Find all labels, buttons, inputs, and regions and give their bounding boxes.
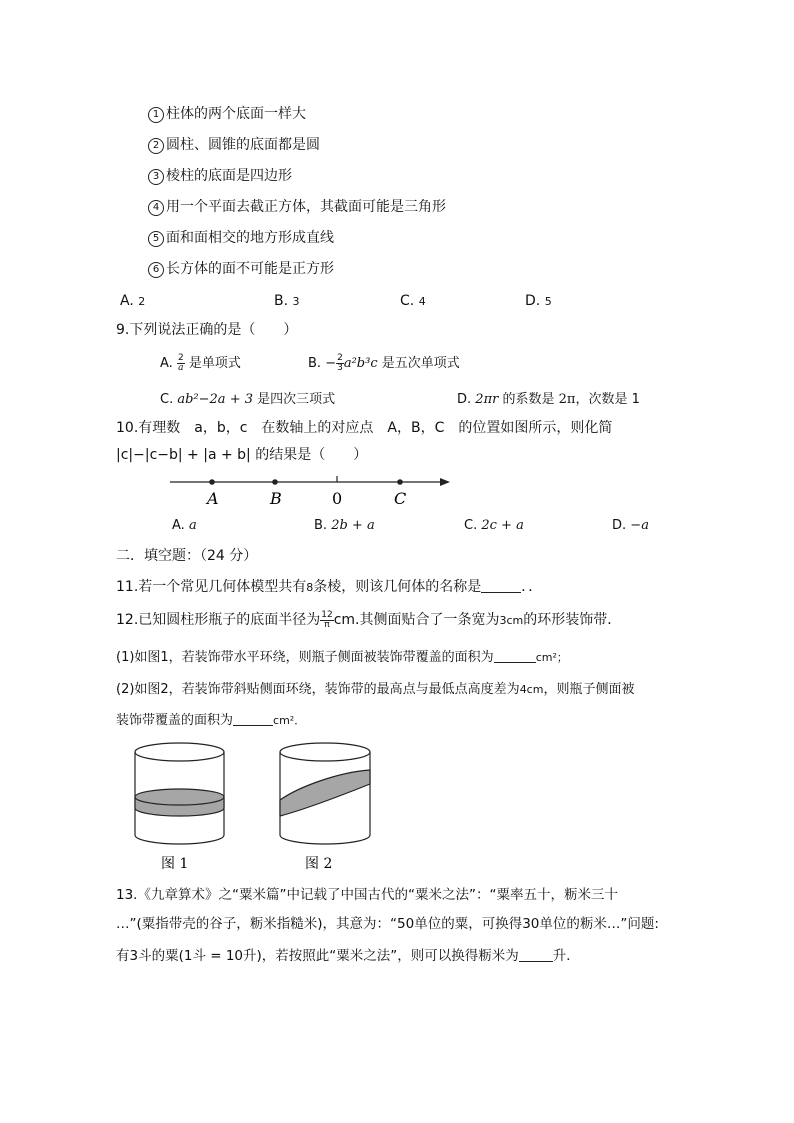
answer-blank[interactable] — [233, 711, 273, 726]
cylinder-figures — [125, 740, 385, 875]
option-label: B. — [308, 356, 322, 371]
q9-stem: 9.下列说法正确的是（ ） — [116, 322, 298, 338]
point-b-dot — [272, 479, 278, 485]
q10-option-d — [612, 516, 649, 536]
q12-sub1 — [116, 648, 568, 668]
answer-blank[interactable] — [481, 578, 521, 593]
option-label: B. — [314, 518, 328, 533]
q12-width-value: 3cm — [499, 614, 524, 627]
point-c-dot — [397, 479, 403, 485]
q8-item-2 — [148, 135, 320, 155]
label-a: A — [207, 489, 219, 508]
q9-option-d — [457, 390, 640, 410]
option-value: 5 — [544, 295, 552, 308]
math-expression: 1 — [631, 392, 640, 407]
arrow-head — [440, 478, 450, 486]
q10-stem-line1: 10.有理数 a，b，c 在数轴上的对应点 A，B，C 的位置如图所示，则化简 — [116, 420, 613, 436]
fraction-denominator: π — [324, 619, 330, 630]
q12-text-mid: cm.其侧面贴合了一条宽为 — [333, 612, 500, 628]
q10-stem-line2: |c|−|c−b| + |a + b| 的结果是（ ） — [116, 447, 368, 463]
q8-item-text: 棱柱的底面是四边形 — [166, 168, 292, 184]
q11-text-pre: 11.若一个常见几何体模型共有 — [116, 579, 307, 595]
answer-blank[interactable] — [494, 648, 536, 663]
option-label: C. — [464, 518, 478, 533]
q13-text-pre: 有3斗的粟(1斗 = 10升)，若按照此“粟米之法”，则可以换得粝米为 — [116, 948, 519, 964]
q11-number: 8 — [306, 581, 314, 594]
figure-1-cylinder — [135, 743, 224, 844]
q13-line2: …”(粟指带壳的谷子，粝米指糙米)，其意为：“50单位的粟，可换得30单位的粝米…”问题: — [116, 916, 659, 932]
option-label: C. — [160, 392, 174, 407]
q10-option-c — [464, 516, 524, 536]
fraction — [320, 611, 333, 630]
math-expression: a — [188, 518, 197, 533]
option-text: 的系数是 — [502, 392, 555, 407]
q12-sub2-text-post: ，则瓶子侧面被 — [543, 682, 635, 697]
circled-number: 4 — [148, 200, 164, 216]
option-label: C. — [400, 293, 415, 309]
label-c: C — [394, 489, 407, 508]
q12-sub2-text: (2)如图2，若装饰带斜贴侧面环绕，装饰带的最高点与最低点高度差为 — [116, 682, 520, 697]
q12-sub2-unit: cm²． — [273, 714, 306, 727]
q12-sub1-unit: cm²； — [535, 651, 568, 664]
circled-number: 5 — [148, 231, 164, 247]
figure-2-caption: 图 2 — [305, 856, 333, 872]
q8-item-text: 柱体的两个底面一样大 — [166, 106, 306, 122]
option-label: D. — [525, 293, 541, 309]
circled-number: 6 — [148, 262, 164, 278]
q8-item-5 — [148, 228, 334, 248]
math-expression: 2π — [558, 392, 576, 407]
option-label: A. — [160, 356, 173, 371]
fraction-numerator: 12 — [321, 609, 333, 620]
q12-sub1-text: (1)如图1，若装饰带水平环绕，则瓶子侧面被装饰带覆盖的面积为 — [116, 650, 494, 665]
math-expression: 2c + a — [481, 518, 524, 533]
q13-text-post: 升． — [552, 948, 580, 964]
q8-option-a — [120, 291, 145, 312]
q8-item-4 — [148, 197, 446, 217]
fraction — [336, 354, 344, 373]
q8-item-text: 面和面相交的地方形成直线 — [166, 230, 334, 246]
figure-2-cylinder — [280, 743, 370, 844]
figure-1-caption: 图 1 — [161, 856, 189, 872]
q11: 11.若一个常见几何体模型共有8条棱，则该几何体的名称是 ．． — [116, 579, 543, 595]
label-zero: 0 — [332, 489, 343, 508]
fraction-denominator: 3 — [337, 363, 343, 373]
q9-option-a — [160, 354, 241, 374]
option-label: D. — [612, 518, 627, 533]
q10-option-a — [172, 516, 197, 536]
q12-text-pre: 12.已知圆柱形瓶子的底面半径为 — [116, 612, 321, 628]
q12-sub2-line1 — [116, 680, 634, 700]
circled-number: 2 — [148, 138, 164, 154]
option-label: D. — [457, 392, 472, 407]
circled-number: 1 — [148, 107, 164, 123]
option-label: A. — [172, 518, 185, 533]
q8-option-b — [274, 291, 300, 312]
q12-text-post: 的环形装饰带． — [523, 612, 622, 628]
q10-option-b — [314, 516, 375, 536]
q11-text-post: 条棱，则该几何体的名称是 — [313, 579, 482, 595]
option-label: B. — [274, 293, 289, 309]
q12-sub2-height: 4cm — [519, 683, 544, 696]
option-value: 3 — [292, 295, 300, 308]
q8-option-d — [525, 291, 552, 312]
q9-option-c — [160, 390, 335, 410]
circled-number: 3 — [148, 169, 164, 185]
q8-item-text: 圆柱、圆锥的底面都是圆 — [166, 137, 320, 153]
option-value: 2 — [138, 295, 146, 308]
fraction-denominator: a — [178, 363, 184, 373]
q11-text-end: ． — [521, 579, 529, 595]
minus-sign: − — [325, 356, 337, 371]
option-value: 4 — [418, 295, 426, 308]
q12-sub2-text-line2: 装饰带覆盖的面积为 — [116, 713, 234, 728]
math-expression: 2πr — [475, 392, 499, 407]
q12-sub2-line2 — [116, 711, 305, 731]
option-text: 是单项式 — [188, 356, 241, 371]
q12-stem — [116, 610, 621, 631]
point-a-dot — [209, 479, 215, 485]
fraction-numerator: 2 — [177, 353, 184, 363]
math-expression: −a — [630, 518, 649, 533]
math-expression: a²b³c — [343, 356, 378, 371]
q8-item-3 — [148, 166, 292, 186]
q8-item-6 — [148, 259, 334, 279]
section-heading: 二．填空题：（24 分） — [116, 548, 258, 564]
q13-line1: 13.《九章算术》之“粟米篇”中记载了中国古代的“粟米之法”：“粟率五十，粝米三十 — [116, 887, 618, 903]
option-text: 是四次三项式 — [257, 392, 336, 407]
math-expression: ab²−2a + 3 — [177, 392, 253, 407]
q8-item-text: 用一个平面去截正方体，其截面可能是三角形 — [166, 199, 446, 215]
q8-item-1 — [148, 104, 306, 124]
number-line — [160, 470, 460, 510]
q8-item-text: 长方体的面不可能是正方形 — [166, 261, 334, 277]
label-b: B — [270, 489, 282, 508]
option-text: 是五次单项式 — [381, 356, 460, 371]
math-expression: 2b + a — [331, 518, 375, 533]
fraction-numerator: 2 — [337, 353, 343, 363]
fraction — [177, 354, 185, 373]
answer-blank[interactable] — [519, 947, 553, 962]
q8-option-c — [400, 291, 426, 312]
q9-option-b — [308, 354, 460, 374]
slanted-band — [280, 770, 370, 816]
option-text: ，次数是 — [575, 392, 628, 407]
option-label: A. — [120, 293, 134, 309]
q13-line3 — [116, 946, 580, 966]
